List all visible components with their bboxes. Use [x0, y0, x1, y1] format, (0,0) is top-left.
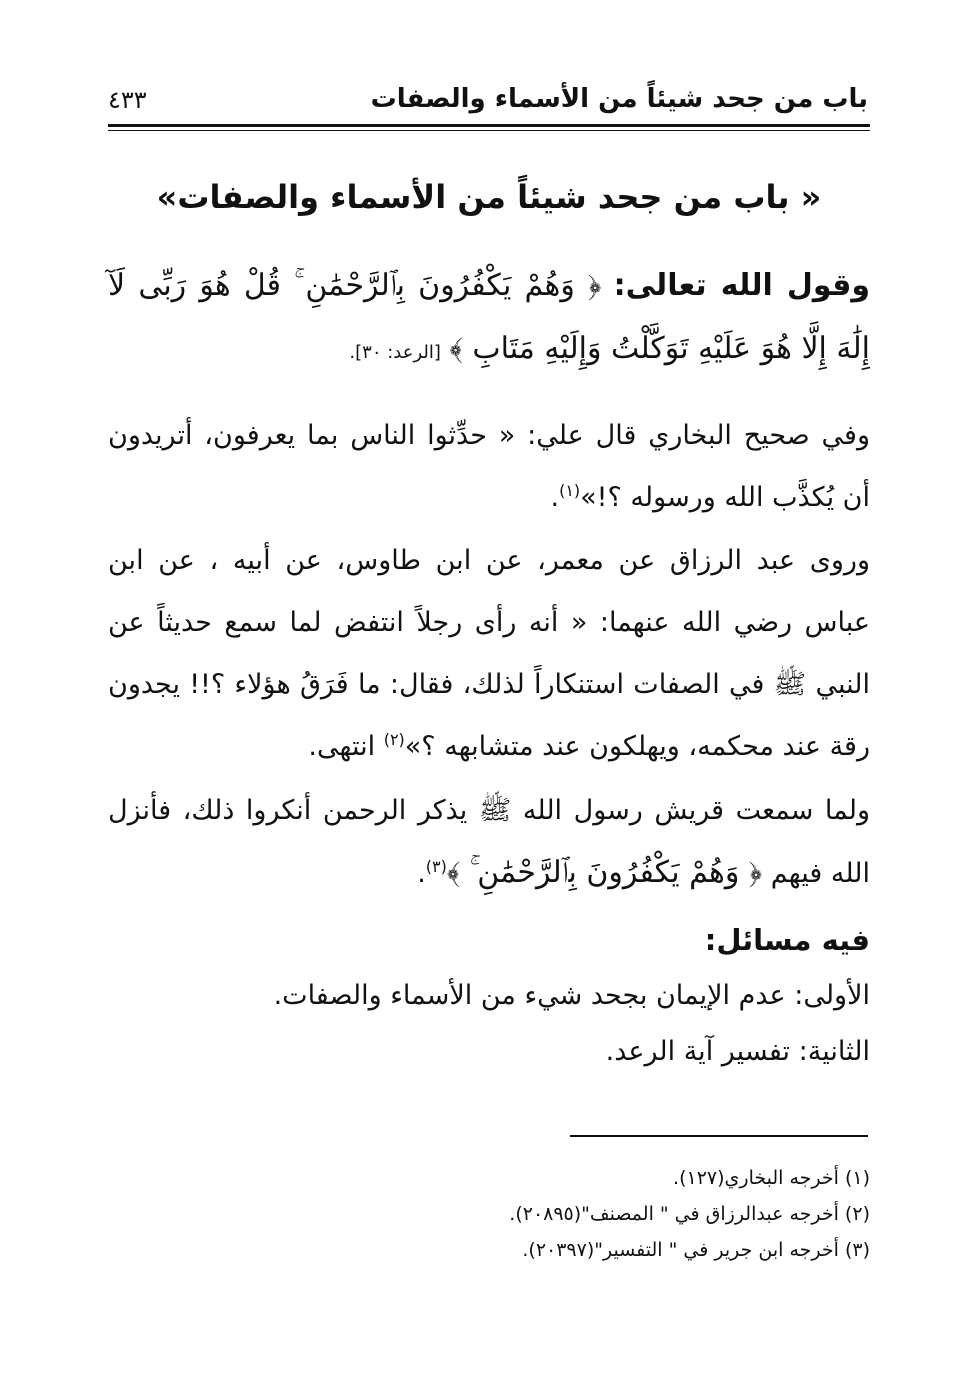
paragraph-end: .	[550, 482, 560, 513]
issues-section	[108, 912, 870, 1080]
paragraph-text: ولما سمعت قريش رسول الله ﷺ يذكر الرحمن أنكروا ذلك، فأنزل الله فيهم	[108, 795, 870, 889]
paragraph-end: انتهى.	[308, 731, 384, 762]
chapter-title: « باب من جحد شيئاً من الأسماء والصفات»	[156, 178, 822, 216]
footnote: (١) أخرجه البخاري(١٢٧).	[673, 1167, 870, 1189]
footnote-marker: (٢)	[383, 730, 405, 749]
paragraph-verse	[108, 255, 870, 384]
header-rule-thin	[108, 130, 870, 131]
quran-verse: ﴿ وَهُمْ يَكْفُرُونَ بِٱلرَّحْمَٰنِ ۚ ﴾	[446, 855, 763, 890]
quran-verse: ﴿ وَهُمْ يَكْفُرُونَ بِٱلرَّحْمَٰنِ ۚ قُلْ هُوَ رَبِّى لَآ إِلَٰهَ إِلَّا هُوَ عَلَيْهِ تَوَكَّلْتُ وَإِلَيْهِ مَتَابِ ﴾	[108, 268, 870, 366]
running-header	[108, 78, 868, 122]
issues-heading: فيه مسائل:	[704, 923, 870, 957]
footnote-marker: (٣)	[425, 857, 447, 876]
footnote: (٣) أخرجه ابن جرير في " التفسير"(٢٠٣٩٧).	[522, 1239, 870, 1261]
footnote-marker: (١)	[559, 481, 581, 500]
paragraph-text: وفي صحيح البخاري قال علي: « حدِّثوا الناس بما يعرفون، أتريدون أن يُكذَّب الله ورسوله ؟!»	[108, 420, 870, 513]
footnote: (٢) أخرجه عبدالرزاق في " المصنف"(٢٠٨٩٥).	[509, 1203, 870, 1225]
paragraph-lead: وقول الله تعالى:	[613, 268, 870, 303]
paragraph-quraysh	[108, 780, 870, 905]
issue-item: الأولى: عدم الإيمان بجحد شيء من الأسماء والصفات.	[273, 980, 870, 1011]
page-number: ٤٣٣	[108, 86, 147, 114]
running-title: باب من جحد شيئاً من الأسماء والصفات	[370, 84, 868, 114]
footnotes	[108, 1160, 870, 1268]
paragraph-text: وروى عبد الرزاق عن معمر، عن ابن طاوس، عن أبيه ، عن ابن عباس رضي الله عنهما: « أنه رأى رجلاً انتفض لما سمع حديثاً عن النبي ﷺ في الصفات استنكاراً لذلك، فقال: ما فَرَقُ هؤلاء ؟!! يجدون رقة عند محكمه، ويهلكون عند متشابهه ؟»	[108, 545, 870, 762]
issue-item: الثانية: تفسير آية الرعد.	[605, 1036, 870, 1067]
paragraph-end: .	[417, 858, 426, 889]
header-rule	[108, 124, 870, 127]
verse-reference: [الرعد: ٣٠].	[349, 342, 441, 363]
paragraph-abdulrazzaq	[108, 530, 870, 778]
footnote-rule	[570, 1135, 868, 1137]
paragraph-bukhari	[108, 405, 870, 529]
